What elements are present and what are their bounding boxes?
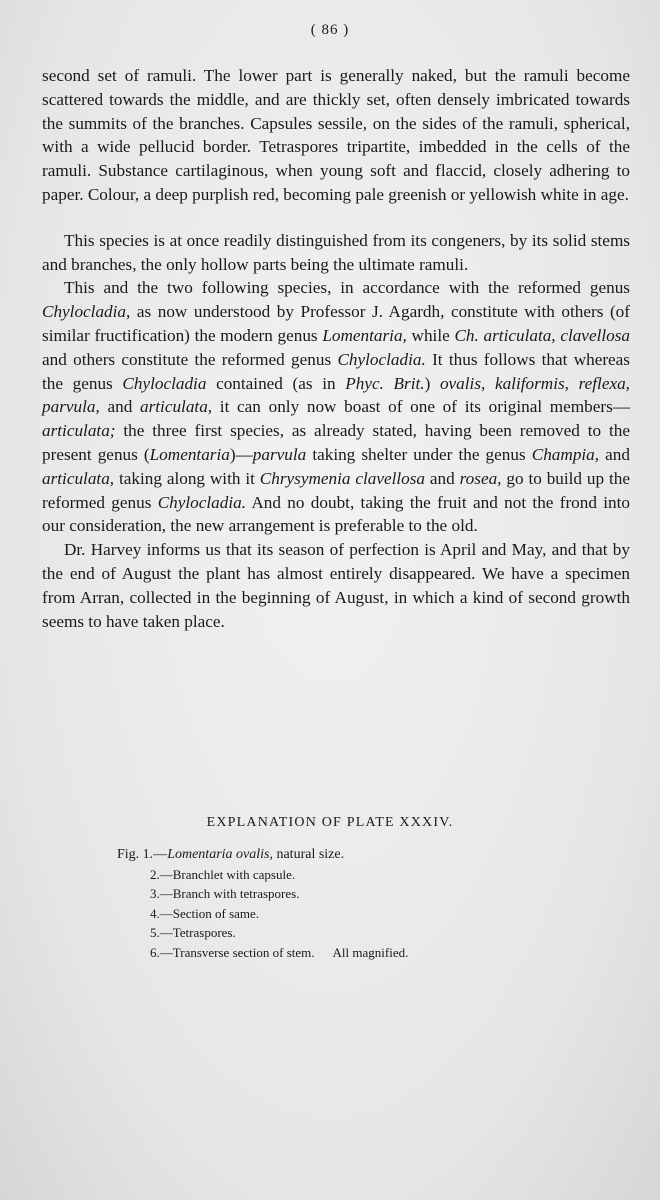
- italic-run: Phyc. Brit.: [345, 373, 425, 393]
- text-run: And no doubt, taking the fruit and not the frond into our consideration, the new arrangement is preferable to the old.: [42, 492, 630, 536]
- figure-item: [150, 865, 620, 885]
- paragraph-distinction: This species is at once readily distinguished from its congeners, by its solid stems and branches, the only hollow parts being the ultimate ramuli.: [42, 230, 630, 274]
- text-run: the three first species, as already stated, having been removed to the present genus (: [42, 421, 630, 464]
- figure-list: [117, 845, 620, 962]
- italic-run: Chylocladia.: [337, 349, 426, 369]
- paragraph-gap: [42, 207, 630, 229]
- italic-run: articulata;: [42, 421, 116, 441]
- text-run: This and the two following species, in accordance with the reformed genus: [64, 278, 630, 298]
- figure-note: All magnified.: [332, 944, 409, 960]
- figure-number: 5.—: [150, 925, 173, 940]
- figure-number: 6.—: [150, 944, 173, 960]
- italic-run: Champia,: [531, 444, 600, 464]
- figure-number: 3.—: [150, 886, 173, 901]
- figure-number: 4.—: [150, 905, 173, 921]
- text-run: and: [99, 397, 140, 417]
- text-run: ): [424, 373, 440, 393]
- italic-run: Chylocladia,: [42, 302, 131, 322]
- italic-run: articulata,: [140, 397, 213, 417]
- text-run: taking along with it: [114, 468, 260, 488]
- figure-caption: Branch with tetraspores.: [172, 886, 300, 901]
- italic-run: Chrysymenia clavellosa: [259, 468, 426, 488]
- plate-title: EXPLANATION OF PLATE XXXIV.: [206, 815, 454, 830]
- text-run: it can only now boast of one of its original members—: [212, 397, 630, 417]
- figure-number: 2.—: [150, 866, 173, 882]
- figure-item: [150, 923, 620, 943]
- italic-run: ovalis, kaliformis, reflexa, parvula,: [42, 373, 630, 417]
- italic-run: parvula: [252, 444, 307, 464]
- body-text: [42, 64, 630, 633]
- italic-run: Lomentaria,: [322, 325, 407, 345]
- figure-species: Lomentaria ovalis,: [167, 847, 273, 862]
- figure-item: [150, 943, 620, 963]
- figure-number: Fig. 1.—: [117, 847, 168, 862]
- figure-caption: Branchlet with capsule.: [172, 866, 296, 882]
- italic-run: Lomentaria: [149, 444, 230, 464]
- paragraph-season: Dr. Harvey informs us that its season of perfection is April and May, and that by the end of August the plant has almost entirely disappeared. We have a specimen from Arran, collected in the beginning of August, in which a kind of second growth seems to have taken place.: [42, 540, 630, 631]
- italic-run: articulata,: [42, 468, 115, 488]
- figure-item: [117, 845, 620, 865]
- text-run: taking shelter under the genus: [306, 444, 532, 464]
- text-run: and: [599, 444, 630, 464]
- figure-caption: Tetraspores.: [172, 925, 236, 940]
- text-run: It thus follows that whereas the genus: [42, 349, 630, 393]
- figure-item: [150, 884, 620, 904]
- figure-item: [150, 904, 620, 924]
- figure-caption: natural size.: [272, 847, 345, 862]
- page-number: ( 86 ): [310, 22, 350, 38]
- paragraph-description: second set of ramuli. The lower part is generally naked, but the ramuli become scattered towards the middle, and are thickly set, often densely imbricated towards the summits of the branches. Capsules sessile, on the sides of the ramuli, spherical, with a wide pellucid border. Tetraspores tripartite, imbedded in the cells of the ramuli. Substance cartilaginous, when young soft and flaccid, closely adhering to paper. Colour, a deep purplish red, becoming pale greenish or yellowish white in age.: [42, 66, 630, 204]
- italic-run: Chylocladia: [122, 373, 207, 393]
- text-run: and others constitute the reformed genus: [42, 349, 338, 369]
- figure-caption: Section of same.: [172, 905, 260, 921]
- text-run: contained (as in: [206, 373, 346, 393]
- italic-run: Ch. articulata, clavellosa: [454, 325, 630, 345]
- italic-run: Chylocladia.: [157, 492, 247, 512]
- text-run: go to build up the reformed genus: [42, 468, 630, 512]
- italic-run: rosea,: [459, 468, 502, 488]
- text-run: and: [425, 468, 460, 488]
- text-run: )—: [229, 444, 253, 464]
- text-run: while: [406, 325, 455, 345]
- paragraph-classification: [42, 276, 630, 538]
- figure-caption: Transverse section of stem.: [172, 944, 315, 960]
- text-run: as now understood by Professor J. Agardh, constitute with others (of similar fructification) the modern genus: [42, 302, 630, 345]
